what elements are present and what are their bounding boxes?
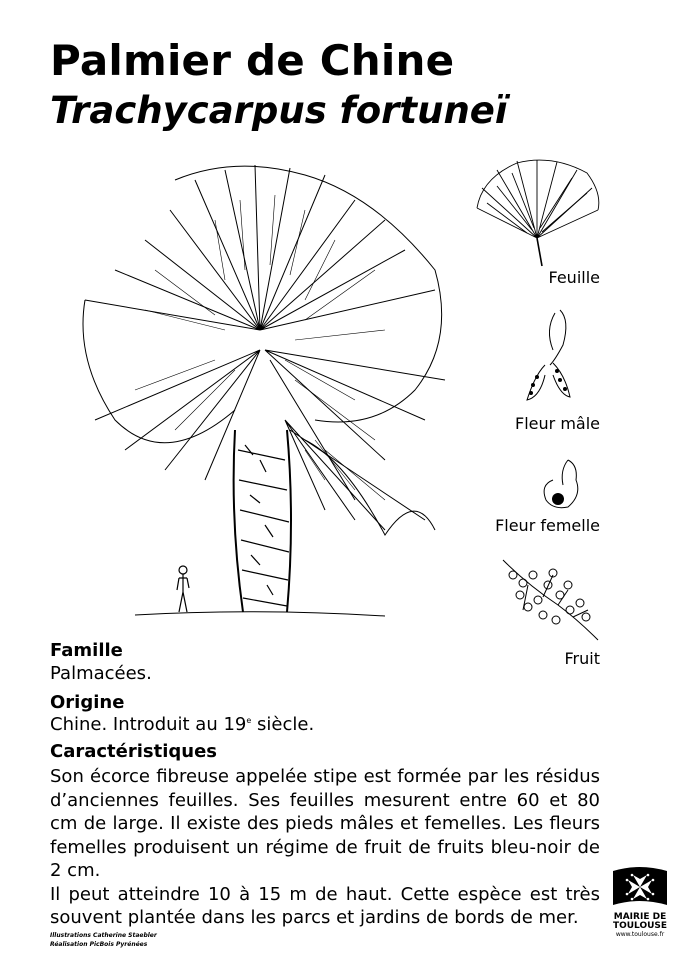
female-flower-caption: Fleur femelle <box>495 516 600 535</box>
fruit-caption: Fruit <box>564 649 600 668</box>
mairie-toulouse-logo <box>605 865 675 945</box>
origine-superscript: e <box>246 716 252 725</box>
origine-text-end: siècle. <box>251 714 315 735</box>
scientific-name: Trachycarpus fortuneï <box>50 89 508 132</box>
credits <box>50 931 157 949</box>
female-flower-illustration <box>538 455 588 515</box>
male-flower-caption: Fleur mâle <box>515 414 600 433</box>
male-flower-illustration <box>515 305 585 405</box>
caracteristiques-text <box>50 765 600 930</box>
credits-illustrations: Illustrations Catherine Staebler <box>50 932 157 939</box>
caracteristiques-paragraph-2: Il peut atteindre 10 à 15 m de haut. Cette espèce est très souvent plantée dans les parcs et jardins de bords de mer. <box>50 883 600 928</box>
palm-tree-illustration <box>55 160 475 625</box>
logo-line-2: TOULOUSE <box>612 921 668 931</box>
fruit-illustration <box>498 555 603 645</box>
origine-text-main: Chine. Introduit au 19 <box>50 714 247 735</box>
page-title: Palmier de Chine <box>50 36 455 85</box>
famille-heading: Famille <box>50 640 123 661</box>
caracteristiques-heading: Caractéristiques <box>50 741 218 762</box>
origine-heading: Origine <box>50 692 125 713</box>
famille-text: Palmacées. <box>50 663 152 684</box>
person-figure <box>177 566 189 612</box>
occitan-cross-icon <box>609 865 671 909</box>
logo-line-1: MAIRIE DE <box>613 912 667 922</box>
leaf-illustration <box>472 158 602 268</box>
leaf-caption: Feuille <box>548 268 600 287</box>
logo-url: www.toulouse.fr <box>615 931 665 938</box>
origine-text <box>50 713 314 736</box>
caracteristiques-paragraph-1: Son écorce fibreuse appelée stipe est formée par les résidus d’anciennes feuilles. Ses feuilles mesurent entre 60 et 80 cm de large. Il existe des pieds mâles et femelles. Les fleurs femelles produisent un régime de fruit de fruits bleu-noir de 2 cm. <box>50 766 600 881</box>
credits-realisation: Réalisation PicBois Pyrénées <box>50 941 148 948</box>
